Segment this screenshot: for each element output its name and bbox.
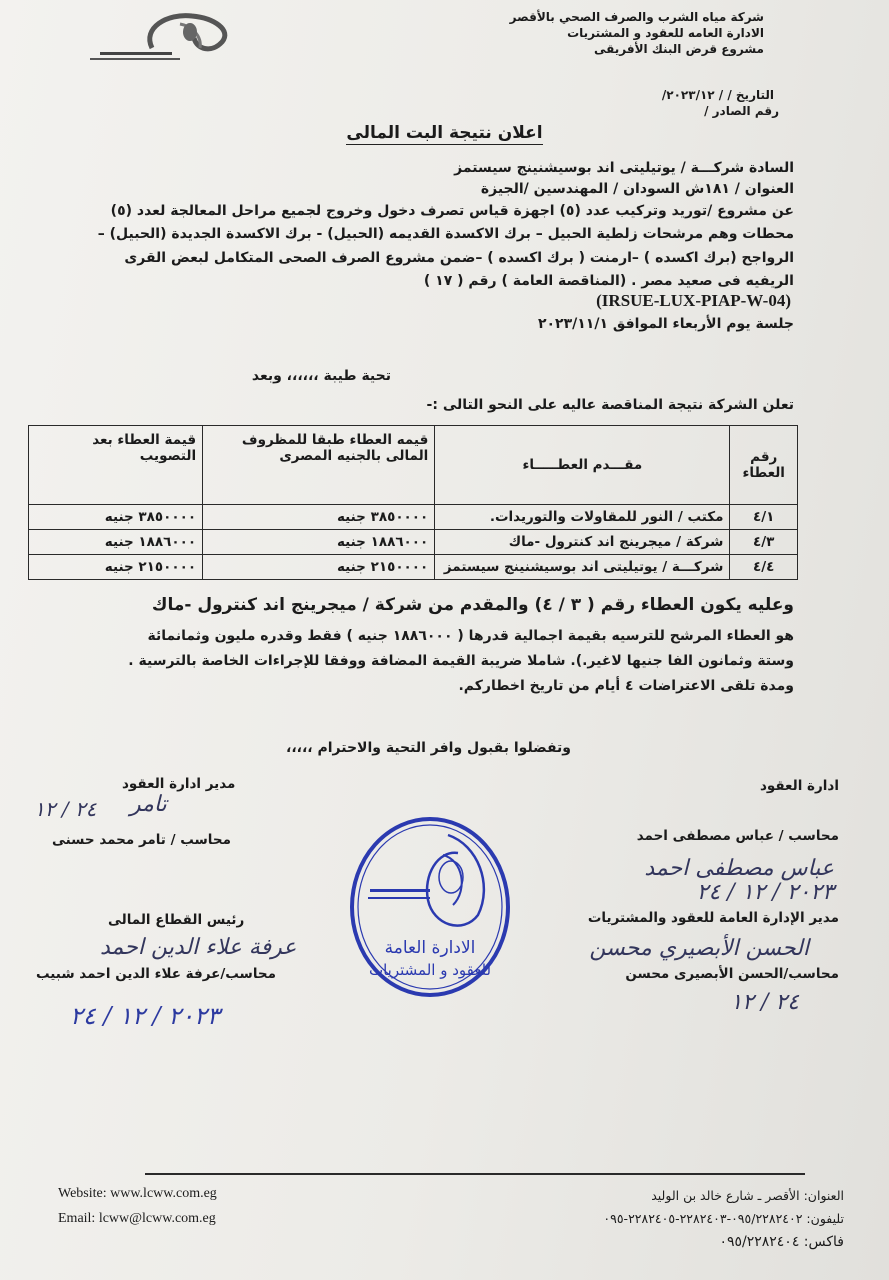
result-line-1: هو العطاء المرشح للترسيه بقيمة اجمالية قدرها ( ١٨٨٦٠٠٠ جنيه ) فقط وقدره مليون وثمانمائة bbox=[147, 628, 794, 644]
subject-line-3: الرواجح (برك اكسده ) –ارمنت ( برك اكسده ) –ضمن مشروع الصرف الصحى المتكامل لبعض القرى bbox=[124, 250, 794, 266]
cell-corrected: ١٨٨٦٠٠٠ جنيه bbox=[29, 530, 203, 555]
sig-accountant-1-date: ٢٠٢٣ / ١٢ / ٢٤ bbox=[696, 880, 834, 905]
cell-corrected: ٣٨٥٠٠٠٠ جنيه bbox=[29, 505, 203, 530]
sig-finance-head-name: محاسب/عرفة علاء الدين احمد شبيب bbox=[36, 966, 276, 982]
stamp-line-1: الادارة العامة bbox=[384, 938, 476, 958]
footer-email: Email: lcww@lcww.com.eg bbox=[58, 1211, 216, 1226]
header-line-1: شركة مياه الشرب والصرف الصحي بالأقصر bbox=[509, 10, 764, 24]
cell-bidder: شركة / ميجرينج اند كنترول -ماك bbox=[435, 530, 730, 555]
cell-value: ١٨٨٦٠٠٠ جنيه bbox=[203, 530, 435, 555]
tender-code: (IRSUE-LUX-PIAP-W-04) bbox=[596, 291, 791, 310]
header-line-2: الادارة العامه للعقود و المشتريات bbox=[567, 26, 764, 40]
sig-accountant-1-role: محاسب / عباس مصطفى احمد bbox=[636, 828, 839, 844]
session-line: جلسة يوم الأربعاء الموافق ٢٠٢٣/١١/١ bbox=[537, 316, 794, 332]
results-table bbox=[28, 425, 798, 580]
footer-fax: فاكس: ٠٩٥/٢٢٨٢٤٠٤ bbox=[719, 1234, 844, 1250]
subject-line-2: محطات وهم مرشحات زلطية الحبيل – برك الاكسدة القديمه (الحبيل) - برك الاكسدة الجديدة (الحبيل) – bbox=[97, 226, 794, 242]
header-bid-no: رقم العطاء bbox=[730, 426, 798, 505]
table-row bbox=[29, 530, 798, 555]
sig-finance-head-title: رئيس القطاع المالى bbox=[108, 912, 245, 928]
cell-value: ٣٨٥٠٠٠٠ جنيه bbox=[203, 505, 435, 530]
footer-website: Website: www.lcww.com.eg bbox=[58, 1186, 217, 1201]
sig-gm-date: ٢٤ / ١٢ bbox=[730, 990, 799, 1015]
subject-line-4: الريفيه فى صعيد مصر . (المناقصة العامة ) رقم ( ١٧ ) bbox=[423, 273, 794, 289]
footer-divider bbox=[145, 1173, 805, 1175]
closing-line: وتفضلوا بقبول وافر التحية والاحترام ،،،،، bbox=[286, 740, 571, 756]
cell-bidder: مكتب / النور للمقاولات والتوريدات. bbox=[435, 505, 730, 530]
date-line: التاريخ / / ٢٠٢٣/١٢/ bbox=[661, 88, 774, 102]
table-row bbox=[29, 555, 798, 580]
page-title: اعلان نتيجة البت المالى bbox=[346, 123, 543, 143]
sig-accountant-1-handwriting: عباس مصطفى احمد bbox=[644, 856, 834, 881]
header-line-3: مشروع قرض البنك الأفريقى bbox=[593, 42, 764, 56]
result-headline: وعليه يكون العطاء رقم ( ٣ / ٤) والمقدم من شركة / ميجرينج اند كنترول -ماك bbox=[151, 595, 794, 615]
addressee-to: السادة شركـــة / يوتيليتى اند بوسيشنينج سيستمز bbox=[454, 160, 794, 176]
cell-bidder: شركـــة / يوتيليتى اند بوسيشنينج سيستمز bbox=[435, 555, 730, 580]
intro-line: تعلن الشركة نتيجة المناقصة عاليه على النحو التالى :- bbox=[426, 397, 794, 413]
sig-contracts-manager-name: محاسب / تامر محمد حسنى bbox=[52, 832, 231, 848]
result-line-2: وستة وثمانون الفا جنيها لاغير.). شاملا ضريبة القيمة المضافة ووفقا للإجراءات الخاصة بالترسية . bbox=[128, 653, 794, 669]
subject-line-1: عن مشروع /توريد وتركيب عدد (٥) اجهزة قياس تصرف دخول وخروج لجميع مراحل المعالجة لعدد (٥) bbox=[110, 203, 794, 219]
sig-dept-contracts: ادارة العقود bbox=[759, 778, 839, 794]
sig-contracts-manager-date: ٢٤ / ١٢ bbox=[34, 797, 97, 821]
table-header-row bbox=[29, 426, 798, 505]
header-value: قيمه العطاء طبقا للمظروف المالى بالجنيه المصرى bbox=[203, 426, 435, 505]
header-bidder: مقـــدم العطـــــاء bbox=[435, 426, 730, 505]
footer-phone: تليفون: ٠٩٥/٢٢٨٢٤٠٢-٢٢٨٢٤٠٣-٢٢٨٢٤٠٥-٠٩٥ bbox=[603, 1211, 844, 1226]
cell-value: ٢١٥٠٠٠٠ جنيه bbox=[203, 555, 435, 580]
cell-corrected: ٢١٥٠٠٠٠ جنيه bbox=[29, 555, 203, 580]
cell-bid-no: ٤/٤ bbox=[730, 555, 798, 580]
sig-gm-name: محاسب/الحسن الأبصيرى محسن bbox=[625, 966, 839, 982]
ref-line: رقم الصادر / bbox=[704, 104, 779, 118]
sig-contracts-manager-title: مدير ادارة العقود bbox=[122, 776, 236, 792]
table-row bbox=[29, 505, 798, 530]
footer-address: العنوان: الأقصر ـ شارع خالد بن الوليد bbox=[651, 1188, 844, 1203]
addressee-address: العنوان / ١٨١ش السودان / المهندسين /الجيزة bbox=[480, 181, 794, 197]
official-stamp bbox=[348, 815, 513, 1000]
stamp-line-2: للعقود و المشتريات bbox=[368, 961, 492, 979]
sig-contracts-manager-handwriting: تامر bbox=[130, 792, 167, 817]
cell-bid-no: ٤/٣ bbox=[730, 530, 798, 555]
company-logo bbox=[82, 8, 232, 68]
sig-finance-head-date: ٢٠٢٣ / ١٢ / ٢٤ bbox=[70, 1002, 220, 1030]
sig-gm-handwriting: الحسن الأبصيري محسن bbox=[589, 936, 809, 961]
sig-gm-role: مدير الإدارة العامة للعقود والمشتريات bbox=[587, 910, 839, 926]
sig-finance-head-handwriting: عرفة علاء الدين احمد bbox=[100, 935, 297, 960]
cell-bid-no: ٤/١ bbox=[730, 505, 798, 530]
result-line-3: ومدة تلقى الاعتراضات ٤ أيام من تاريخ اخطاركم. bbox=[458, 678, 794, 694]
greeting: تحية طيبة ،،،،،، وبعد bbox=[251, 368, 391, 384]
header-corrected: قيمة العطاء بعد التصويب bbox=[29, 426, 203, 505]
